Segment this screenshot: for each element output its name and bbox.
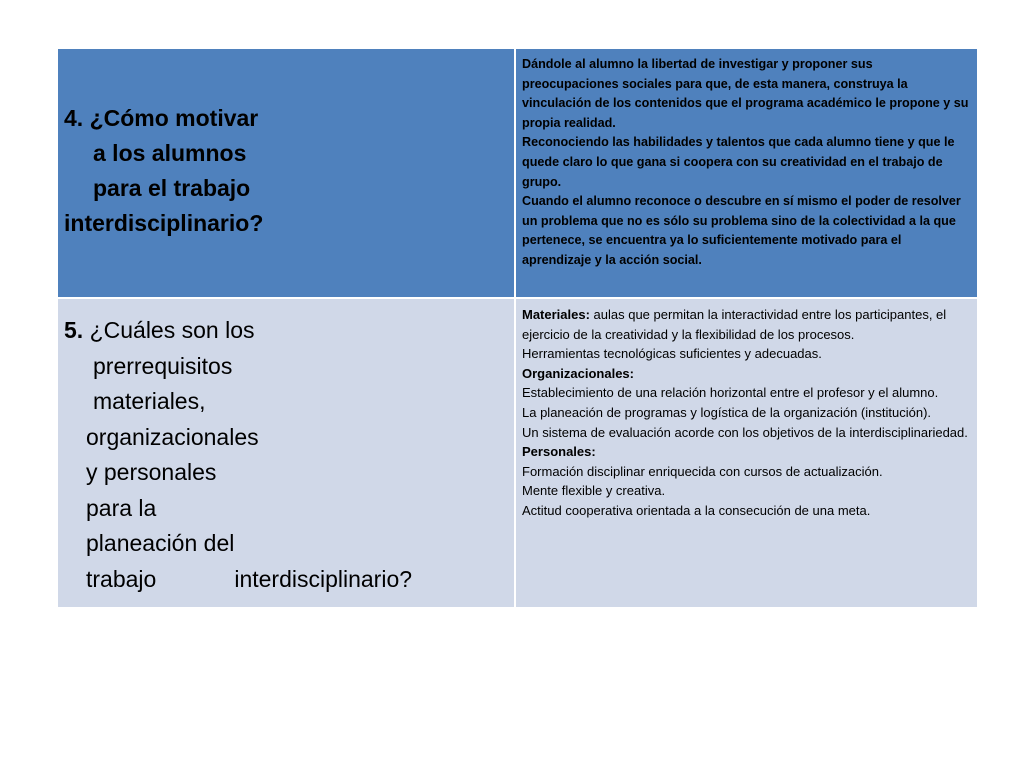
answer-paragraph: Formación disciplinar enriquecida con cursos de actualización. — [522, 463, 883, 479]
table-row — [57, 298, 978, 608]
question-line: organizacionales — [86, 423, 259, 450]
question-line-text: trabajo — [86, 565, 157, 592]
answer-paragraph: Establecimiento de una relación horizontal entre el profesor y el alumno. — [522, 385, 939, 401]
question-line: para el trabajo — [93, 175, 251, 201]
question-line: a los alumnos — [93, 140, 247, 166]
question-line: materiales, — [93, 388, 206, 414]
question-line — [64, 562, 514, 598]
answer-cell-4 — [515, 48, 978, 298]
question-line: prerrequisitos — [93, 352, 233, 379]
materiales-label: Materiales: — [522, 307, 590, 322]
answer-paragraph: La planeación de programas y logística de la organización (institución). — [522, 404, 932, 420]
answer-paragraph: Herramientas tecnológicas suficientes y adecuadas. — [522, 346, 822, 362]
answer-cell-5 — [515, 298, 978, 608]
answer-paragraph: Mente flexible y creativa. — [522, 483, 666, 499]
answer-paragraph: Actitud cooperativa orientada a la consecución de una meta. — [522, 502, 871, 518]
question-line: 4. ¿Cómo motivar — [64, 105, 259, 131]
answer-paragraph — [522, 305, 971, 344]
question-line: planeación del — [86, 530, 235, 556]
materiales-text: aulas que permitan la interactividad entre los participantes, el ejercicio de la creatividad y la flexibilidad de los procesos. — [522, 307, 947, 342]
question-line: para la — [86, 494, 157, 521]
question-cell-5 — [57, 298, 515, 608]
question-line — [64, 313, 514, 349]
organizacionales-label: Organizacionales: — [522, 365, 634, 381]
question-line-text: interdisciplinario? — [234, 565, 413, 592]
answer-paragraph: Cuando el alumno reconoce o descubre en sí mismo el poder de resolver un problema que no es sólo su problema sino de la colectividad a la que pertenece, se encuentra ya lo suficientemente motivado para el aprendizaje y la acción social. — [522, 194, 961, 267]
question-line-text: ¿Cuáles son los — [89, 317, 255, 343]
question-line: y personales — [86, 459, 217, 485]
question-number: 5. — [64, 317, 84, 343]
table-row — [57, 48, 978, 298]
content-table — [56, 47, 979, 609]
question-4 — [58, 49, 514, 241]
answer-5 — [516, 299, 977, 521]
answer-paragraph: Dándole al alumno la libertad de investigar y proponer sus preocupaciones sociales para que, de esta manera, construya la vinculación de los contenidos que el programa académico le propone y su propia realidad. — [522, 57, 969, 130]
answer-4 — [516, 49, 977, 271]
question-cell-4 — [57, 48, 515, 298]
question-5 — [58, 299, 514, 597]
answer-paragraph: Reconociendo las habilidades y talentos que cada alumno tiene y que le quede claro lo que gana si coopera con su creatividad en el trabajo de grupo. — [522, 135, 955, 189]
answer-paragraph: Un sistema de evaluación acorde con los objetivos de la interdisciplinariedad. — [522, 424, 968, 440]
personales-label: Personales: — [522, 444, 596, 460]
question-line: interdisciplinario? — [64, 210, 264, 236]
